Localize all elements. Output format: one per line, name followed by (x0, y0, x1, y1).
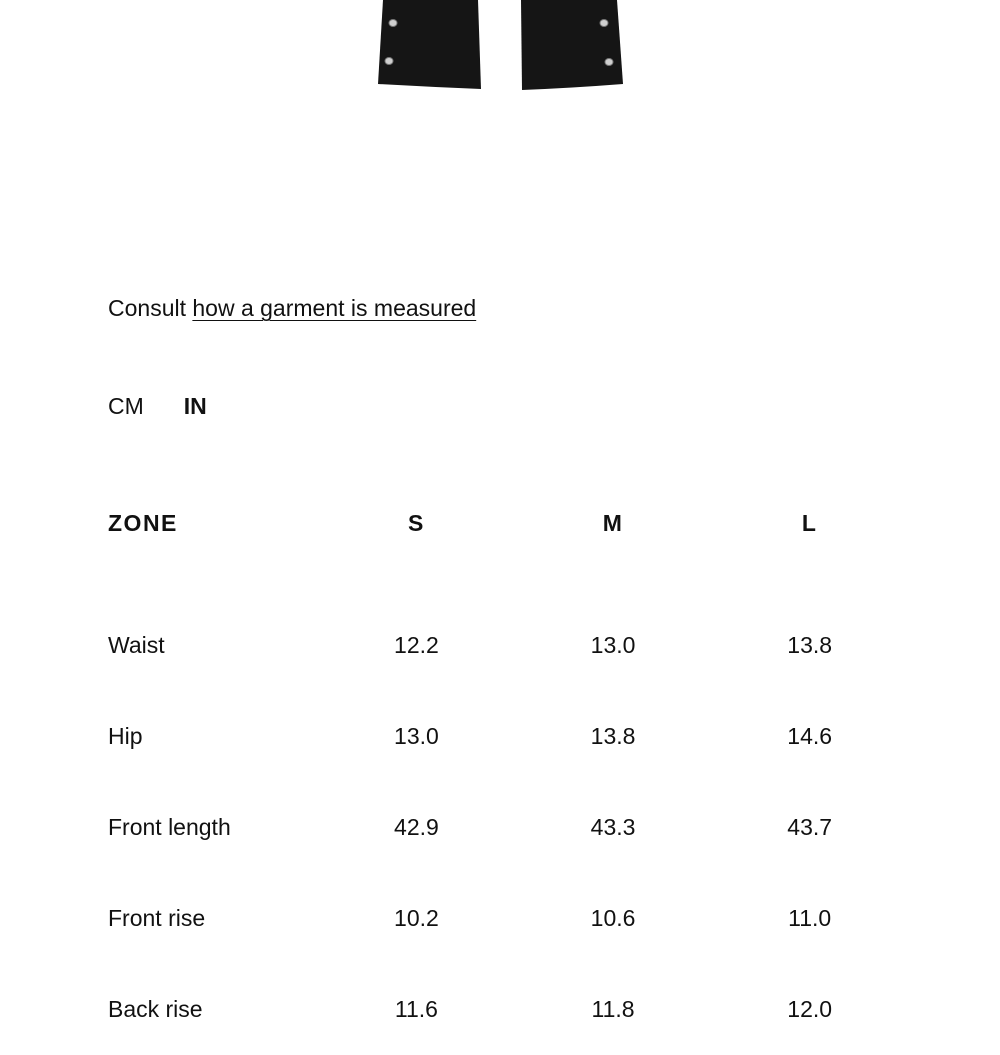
unit-option-cm[interactable]: CM (108, 393, 144, 419)
zone-label: Waist (108, 632, 165, 658)
size-value: 14.6 (787, 723, 833, 749)
size-value: 11.0 (788, 905, 832, 931)
how-garment-measured-link[interactable]: how a garment is measured (192, 295, 477, 321)
unit-toggle (108, 390, 247, 422)
size-value: 13.8 (590, 723, 636, 749)
header-zone: ZONE (108, 510, 178, 536)
left-trouser-leg (378, 0, 481, 89)
table-row (108, 600, 908, 691)
right-trouser-leg (521, 0, 623, 90)
size-value: 42.9 (394, 814, 439, 840)
header-size-l: L (801, 510, 818, 536)
size-value: 10.2 (394, 905, 439, 931)
size-value: 12.0 (787, 996, 833, 1022)
measure-info-line (108, 292, 476, 324)
zone-label: Front length (108, 814, 231, 840)
header-size-s: S (408, 510, 425, 536)
size-table (108, 510, 908, 1055)
size-value: 13.8 (787, 632, 833, 658)
size-value: 10.6 (590, 905, 636, 931)
button-icon (605, 59, 613, 66)
size-value: 11.8 (591, 996, 635, 1022)
size-value: 11.6 (394, 996, 438, 1022)
size-value: 12.2 (394, 632, 439, 658)
table-row (108, 964, 908, 1055)
table-row (108, 691, 908, 782)
button-icon (385, 58, 393, 65)
zone-label: Back rise (108, 996, 203, 1022)
button-icon (600, 20, 608, 27)
table-row (108, 782, 908, 873)
size-value: 13.0 (394, 723, 439, 749)
size-value: 43.3 (590, 814, 636, 840)
size-value: 13.0 (590, 632, 636, 658)
zone-label: Hip (108, 723, 143, 749)
unit-option-in[interactable]: IN (183, 393, 207, 419)
zone-label: Front rise (108, 905, 206, 931)
table-row (108, 873, 908, 964)
measure-info-prefix: Consult (108, 295, 193, 321)
header-size-m: M (602, 510, 624, 536)
size-value: 43.7 (787, 814, 833, 840)
table-header-row (108, 510, 908, 600)
product-image-trousers-hem (0, 0, 1000, 100)
button-icon (389, 20, 397, 27)
